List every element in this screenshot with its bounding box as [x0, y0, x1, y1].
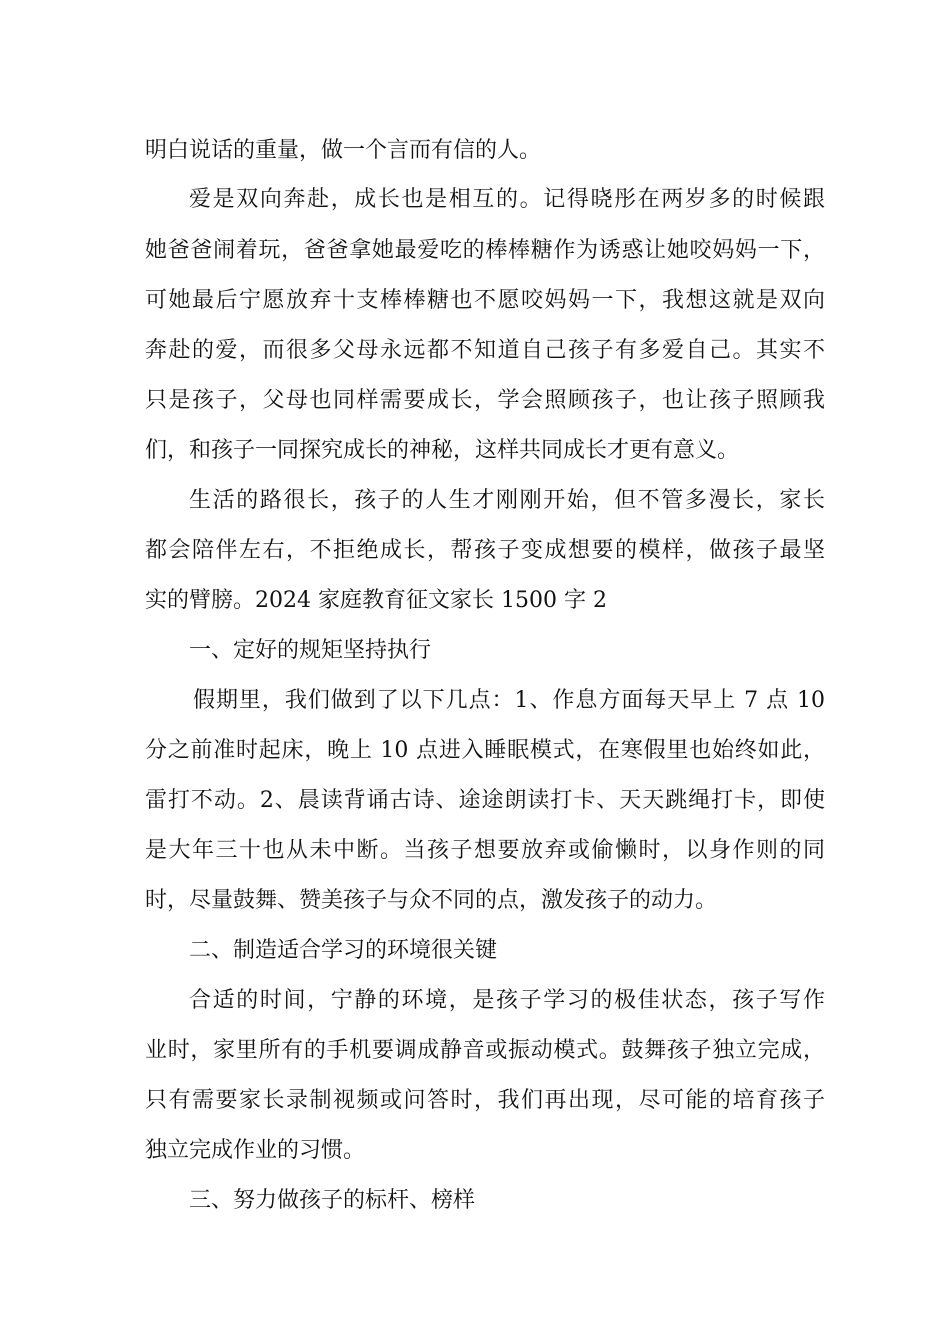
text-line: 时，尽量鼓舞、赞美孩子与众不同的点，激发孩子的动力。 [145, 888, 718, 913]
text-line: 只是孩子，父母也同样需要成长，学会照顾孩子，也让孩子照顾我 [145, 388, 825, 413]
text-line: 业时，家里所有的手机要调成静音或振动模式。鼓舞孩子独立完成， [145, 1038, 825, 1063]
text-line: 明白说话的重量，做一个言而有信的人。 [145, 138, 542, 163]
text-line: 都会陪伴左右，不拒绝成长，帮孩子变成想要的模样，做孩子最坚 [145, 538, 825, 563]
text-line: 雷打不动。2、晨读背诵古诗、途途朗读打卡、天天跳绳打卡，即使 [145, 788, 825, 813]
text-line: 只有需要家长录制视频或问答时，我们再出现，尽可能的培育孩子 [145, 1088, 825, 1113]
section-heading: 一、定好的规矩坚持执行 [189, 638, 432, 663]
paragraph-first-line: 生活的路很长，孩子的人生才刚刚开始，但不管多漫长，家长 [189, 488, 825, 513]
text-line: 分之前准时起床，晚上 10 点进入睡眠模式，在寒假里也始终如此， [145, 738, 825, 763]
text-line: 独立完成作业的习惯。 [145, 1138, 366, 1163]
text-line: 是大年三十也从未中断。当孩子想要放弃或偷懒时，以身作则的同 [145, 838, 825, 863]
section-heading: 三、努力做孩子的标杆、榜样 [189, 1188, 476, 1213]
text-line: 们，和孩子一同探究成长的神秘，这样共同成长才更有意义。 [145, 438, 740, 463]
paragraph-first-line: 假期里，我们做到了以下几点：1、作息方面每天早上 7 点 10 [193, 688, 825, 713]
section-heading: 二、制造适合学习的环境很关键 [189, 938, 498, 963]
text-line: 实的臂膀。2024 家庭教育征文家长 1500 字 2 [145, 588, 607, 613]
text-line: 她爸爸闹着玩，爸爸拿她最爱吃的棒棒糖作为诱惑让她咬妈妈一下， [145, 238, 825, 263]
paragraph-first-line: 爱是双向奔赴，成长也是相互的。记得晓彤在两岁多的时候跟 [189, 187, 825, 212]
text-line: 奔赴的爱，而很多父母永远都不知道自己孩子有多爱自己。其实不 [145, 338, 825, 363]
paragraph-first-line: 合适的时间，宁静的环境，是孩子学习的极佳状态，孩子写作 [189, 988, 825, 1013]
text-line: 可她最后宁愿放弃十支棒棒糖也不愿咬妈妈一下，我想这就是双向 [145, 288, 825, 313]
